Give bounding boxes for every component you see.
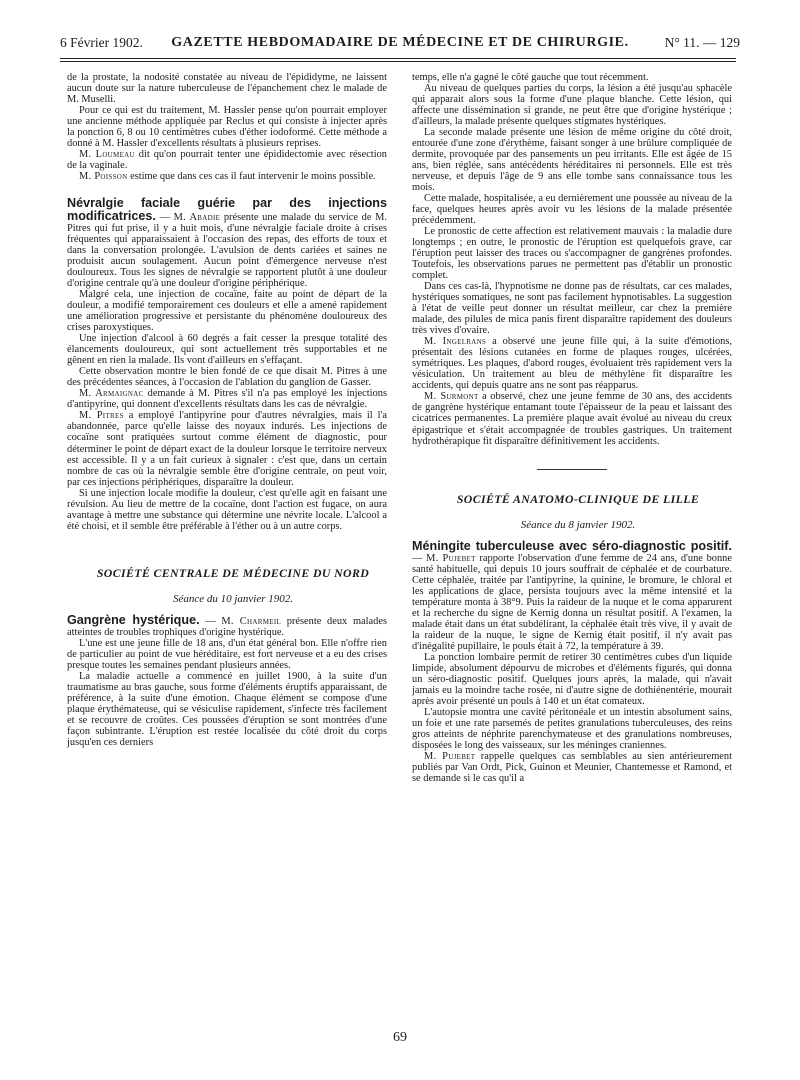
paragraph [67, 171, 387, 182]
right-column [412, 72, 732, 784]
seance-date: Séance du 10 janvier 1902. [172, 592, 294, 605]
header-rule [60, 58, 736, 59]
speaker-name: M. Poisson [79, 171, 128, 183]
paragraph: temps, elle n'a gagné le côté gauche que tout récemment. [412, 72, 649, 83]
article-paragraph: Névralgie faciale guérie par des injections modificatrices. — M. Abadie présente une malade du service de M. Pitres qui fut prise, il y a huit mois, d'une névralgie faciale droite à crises fréquentes qui apparaissaient à l'occasion des repas, des efforts de toux et dans la conversation prolongée. L'avulsion de dents cariées et saines ne produisit aucun soulagement. Aucun point d'émergence nerveuse n'est douloureux. Tous les signes de névralgie se rapportent plutôt à une douleur d'origine centrale qu'à une douleur d'origine périphérique. [67, 196, 387, 290]
paragraph: La ponction lombaire permit de retirer 30 centimètres cubes d'un liquide limpide, absolument dépourvu de microbes et d'éléments figurés, qui donna un séro-diagnostic positif. Quelques jours après, la malade, qui n'avait jamais eu la moindre tache rosée, ni d'autre signe de dothiénentérie, mourait après avoir présenté un pouls à 140 et un état comateux. [412, 651, 732, 707]
article-heading: Gangrène hystérique. [67, 612, 200, 627]
article-heading: Méningite tuberculeuse avec séro-diagnostic positif. [412, 538, 732, 553]
page-number: 69 [393, 1030, 407, 1045]
speaker-name: M. Abadie [173, 212, 221, 224]
paragraph [67, 149, 387, 171]
header-journal-title: GAZETTE HEBDOMADAIRE DE MÉDECINE ET DE CHIRURGIE. [171, 35, 629, 50]
paragraph [412, 751, 732, 784]
speaker-name: M. Pujebet [424, 750, 476, 762]
spacer [412, 470, 732, 492]
speaker-name: M. Ingelrans [424, 336, 487, 348]
section-title: SOCIÉTÉ CENTRALE DE MÉDECINE DU NORD [96, 565, 370, 580]
article-heading: Névralgie faciale guérie par des injections modificatrices. [67, 196, 387, 224]
paragraph: L'une est une jeune fille de 18 ans, d'un état général bon. Elle n'offre rien de particulier au point de vue héréditaire, est fort nerveuse et a eu des crises presque toutes les semaines pendant plusieurs années. [67, 637, 387, 671]
paragraph-text: a observé, chez une jeune femme de 30 ans, des accidents de gangrène hystérique entamant toute l'épaisseur de la peau et laissant des cicatrices permanentes. La première plaque avait évolué au niveau du creux épigastrique et s'était accompagnée de troubles gastriques. Un traitement hydrothérapique fit disparaître définitivement les accidents. [412, 391, 732, 447]
paragraph-text: demande à M. Pitres s'il n'a pas employé les injections d'antipyrine, qui donnent d'excellents résultats dans les cas de névralgie. [67, 388, 388, 411]
paragraph: L'autopsie montra une cavité péritonéale et un intestin absolument sains, un foie et une rate parsemés de petites granulations tuberculeuses, des reins gros atteints de néphrite parenchymateuse et des granulations nombreuses, disposées le long des vaisseaux, sur les méninges craniennes. [412, 706, 732, 751]
paragraph: Malgré cela, une injection de cocaïne, faite au point de départ de la douleur, a modifié temporairement ces douleurs et elle a amené rapidement une amélioration progressive et persistante du phénomène douloureux des crises paroxystiques. [67, 289, 387, 334]
paragraph-text: a employé l'antipyrine pour d'autres névralgies, mais il l'a abandonnée, parce qu'elle laisse des noyaux indurés. Les injections de cocaïne sont pratiquées surtout comme élément de diagnostic, pour déterminer le point de départ exact de la douleur lorsque le territoire nerveux est accessible. Il y a un fait curieux à signaler : c'est que, dans un certain nombre de cas où la névralgie semble être d'origine centrale, on peut voir, par ces injections périphériques, disparaître la douleur. [67, 410, 387, 488]
paragraph [412, 336, 732, 391]
paragraph: de la prostate, la nodosité constatée au niveau de l'épididyme, ne laissent aucun doute sur la nature tuberculeuse de l'épanchement chez le malade de M. Muselli. [67, 72, 387, 106]
paragraph-text: estime que dans ces cas il faut intervenir le moins possible. [127, 171, 376, 183]
speaker-name: M. Surmont [424, 391, 479, 403]
article-paragraph: Méningite tuberculeuse avec séro-diagnostic positif. — M. Pujebet rapporte l'observation d'une femme de 24 ans, d'une bonne santé habituelle, qui depuis 10 jours souffrait de céphalée et de courbature. Cette céphalée, traitée par l'antipyrine, la quinine, le bromure, le chloral et les applications de glace, persista toujours avec la même intensité et la température monta à 38°9. Puis la raideur de la nuque et le coma apparurent et la recherche du signe de Kernig donna un résultat positif. A l'examen, la malade était dans un état subdélirant, la céphalée était très vive, il y avait de la raideur de la nuque, le signe de Kernig était positif, il n'y avait pas d'inégalité pupillaire, le pouls était à 72, la température à 39. [412, 538, 732, 652]
paragraph-text: présente deux malades atteintes de troubles trophiques d'origine hystérique. [67, 615, 387, 638]
header-date: 6 Février 1902. [60, 35, 143, 50]
paragraph-text: rapporte l'observation d'une femme de 24 ans, d'une bonne santé habituelle, qui depuis 10 jours souffrait de céphalée et de courbature. Cette céphalée, traitée par l'antipyrine, la quinine, le bromure, le chloral et les applications de glace, persista toujours avec la même intensité et la température monta à 38°9. Puis la raideur de la nuque et le coma apparurent et la recherche du signe de Kernig donna un résultat positif. A l'examen, la malade était dans un état subdélirant, la céphalée était très vive, il y avait de la raideur de la nuque, le signe de Kernig était positif, il n'y avait pas d'inégalité pupillaire, le pouls était à 72, la température à 39. [412, 552, 732, 652]
spacer [412, 506, 732, 518]
paragraph: Cette malade, hospitalisée, a eu dernièrement une poussée au niveau de la face, quelques heures après avoir vu les lésions de la malade présentée précédemment. [412, 193, 732, 227]
speaker-name: M. Charmeil [221, 615, 282, 627]
spacer [67, 182, 387, 197]
paragraph: La seconde malade présente une lésion de même origine du côté droit, entourée d'une zone d'érythème, faisant songer à une brûlure compliquée de dermite, provoquée par des pansements un peu irritants. Elle est âgée de 15 ans, bien réglée, sans antécédents héréditaires ni personnels. Elle est très nerveuse, et depuis l'âge de 9 ans elle tombe sans connaissance tous les mois. [412, 127, 732, 194]
paragraph: Cette observation montre le bien fondé de ce que disait M. Pitres à une des précédentes séances, à l'occasion de l'ablation du ganglion de Gasser. [67, 366, 387, 389]
paragraph-text: présente une malade du service de M. Pitres qui fut prise, il y a huit mois, d'une névralgie faciale droite à crises fréquentes qui apparaissaient à l'occasion des repas, des efforts de toux et dans la conversation prolongée. L'avulsion de dents cariées et saines ne produisit aucun soulagement. Aucun point d'émergence nerveuse n'est douloureux. Tous les signes de névralgie se rapportent plutôt à une douleur d'origine centrale qu'à une douleur d'origine périphérique. [67, 212, 387, 290]
spacer [412, 447, 732, 469]
speaker-name: M. Pitres [79, 410, 124, 422]
left-column [67, 72, 387, 748]
paragraph: Au niveau de quelques parties du corps, la lésion a été jusqu'au sphacèle qui apparait alors sous la forme d'une plaque blanche. Cette lésion, qui affecte une dissémination si grande, ne peut être que d'origine hystérique ; d'ailleurs, la malade présente quelques stigmates hystériques. [412, 83, 732, 128]
paragraph [67, 410, 387, 487]
spacer [67, 580, 387, 592]
header-issue-page: N° 11. — 129 [664, 35, 740, 50]
paragraph: La maladie actuelle a commencé en juillet 1900, à la suite d'un traumatisme au bras gauche, sous forme d'éléments éruptifs apparaissant, de préférence, à la suite d'une émotion. Chaque élément se compose d'une plaque érythémateuse, qui se vésiculise rapidement, s'infecte très facilement et se recouvre de croûtes. Ces poussées d'éruption se sont montrées d'une façon subintrante. L'éruption est restée localisée du côté droit du corps jusqu'en ces derniers [67, 670, 387, 748]
paragraph-text: dit qu'on pourrait tenter une épididectomie avec résection de la vaginale. [67, 149, 387, 172]
paragraph: Le pronostic de cette affection est relativement mauvais : la maladie dure longtemps ; en outre, le pronostic de l'éruption est quelquefois grave, car l'éruption peut laisser des traces ou s'accompagner de gangrènes profondes. Toutefois, les observations parues ne permettent pas d'établir un pronostic complet. [412, 226, 732, 282]
spacer [67, 532, 387, 566]
speaker-name: M. Loumeau [79, 149, 135, 161]
paragraph [412, 391, 732, 446]
paragraph-text: a observé une jeune fille qui, à la suite d'émotions, présentait des lésions cutanées en forme de plaques rouges, ulcérées, symétriques. Les plaques, d'abord rouges, évoluaient très rapidement vers la vésiculation. Un traitement au bleu de méthylène fit disparaître les accidents, qui depuis quatre ans ne sont pas réapparus. [412, 336, 732, 392]
paragraph: Si une injection locale modifie la douleur, c'est qu'elle agit en faisant une révulsion. Au lieu de mettre de la cocaïne, dont l'action est fugace, on aura avantage à mettre une substance qui détermine une névrite locale. L'alcool a été choisi, et il semble être préférable à l'éther ou à un autre corps. [67, 487, 387, 532]
paragraph-text: rappelle quelques cas semblables au sien antérieurement publiés par Van Ordt, Pick, Guinon et Meunier, Chantemesse et Ramond, et se demande si le cas qu'il a [412, 750, 732, 784]
paragraph: Pour ce qui est du traitement, M. Hassler pense qu'on pourrait employer une ancienne méthode appliquée par Reclus et qui consiste à injecter après la ponction 6, 8 ou 10 centimètres cubes d'éther iodoformé. Cette méthode a donné à M. Hassler d'excellents résultats à plusieurs reprises. [67, 105, 387, 150]
paragraph: Une injection d'alcool à 60 degrés a fait cesser la presque totalité des élancements douloureux, qui sont actuellement très supportables et ne gênent en rien la malade. Ils vont d'ailleurs en s'effaçant. [67, 333, 387, 367]
running-header [60, 34, 740, 52]
article-paragraph: Gangrène hystérique. — M. Charmeil présente deux malades atteintes de troubles trophiques d'origine hystérique. [67, 612, 387, 638]
speaker-name: M. Armaignac [79, 388, 144, 400]
paragraph: Dans ces cas-là, l'hypnotisme ne donne pas de résultats, car ces malades, hystériques somatiques, ne sont pas facilement hypnotisables. La suggestion à l'état de veille peut donner un résultat meilleur, car chez la première malade, des pilules de mica panis firent disparaître rapidement des douleurs très vives d'ovaire. [412, 281, 732, 337]
speaker-name: M. Pujebet [426, 552, 476, 564]
header-rule-double [60, 61, 736, 62]
seance-date: Séance du 8 janvier 1902. [520, 518, 636, 531]
section-title: SOCIÉTÉ ANATOMO-CLINIQUE DE LILLE [456, 491, 700, 506]
paragraph [67, 388, 387, 410]
